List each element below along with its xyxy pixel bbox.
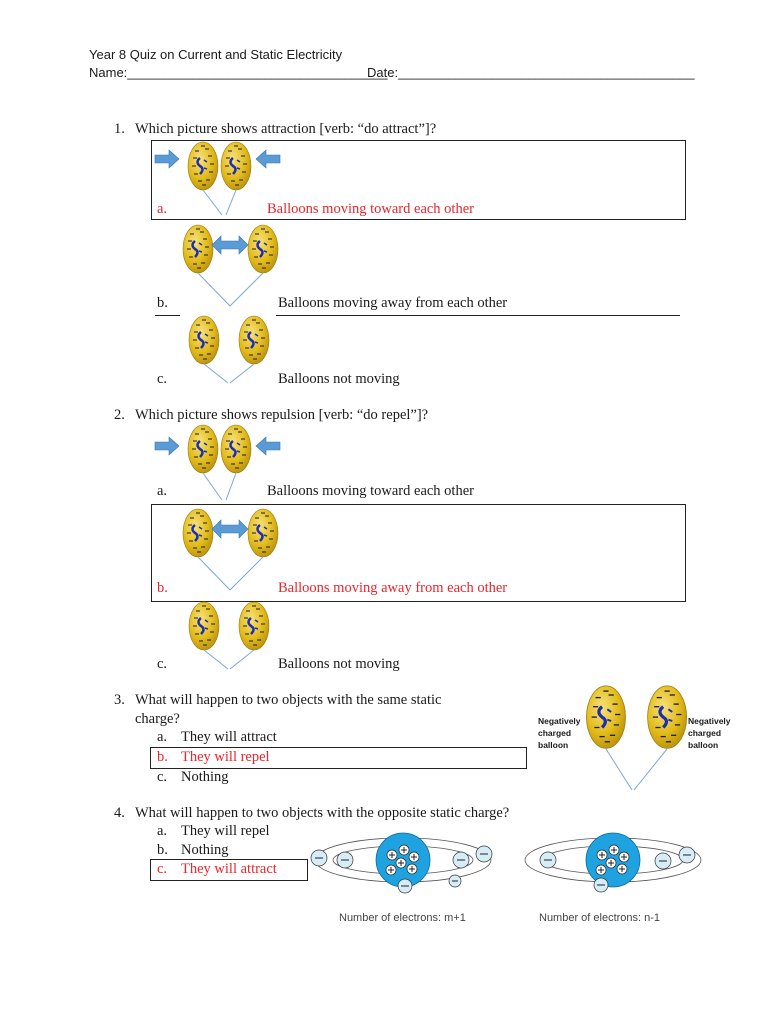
q4-option-a-text[interactable]: They will repel — [181, 823, 270, 839]
q3-option-b-letter: b. — [157, 749, 168, 765]
q1-option-a-text[interactable]: Balloons moving toward each other — [267, 201, 474, 217]
q3-number: 3. — [114, 692, 125, 708]
q2-option-a-letter: a. — [157, 483, 168, 499]
q2-option-c-letter: c. — [157, 656, 168, 672]
q1-option-b-letter: b. — [157, 295, 168, 311]
q4-caption-left: Number of electrons: m+1 — [339, 912, 466, 924]
q4-option-b-letter: b. — [157, 842, 168, 858]
q3-option-a-letter: a. — [157, 729, 168, 745]
q3-left-balloon-label: Negatively charged balloon — [538, 716, 581, 750]
q2-text: Which picture shows repulsion [verb: “do repel”]? — [135, 407, 429, 423]
q2c-balloons-image — [180, 601, 280, 671]
name-field[interactable]: Name:____________________________________ — [89, 65, 388, 80]
q4-option-a-letter: a. — [157, 823, 168, 839]
q1-text: Which picture shows attraction [verb: “do attract”]? — [135, 121, 437, 137]
q2-option-a-text[interactable]: Balloons moving toward each other — [267, 483, 474, 499]
q1-b-underline-right — [276, 315, 680, 316]
q2-option-c-text[interactable]: Balloons not moving — [278, 656, 400, 672]
q4-caption-right: Number of electrons: n-1 — [539, 912, 661, 924]
q2-option-b-letter: b. — [157, 580, 168, 596]
q3-option-c-text[interactable]: Nothing — [181, 769, 229, 785]
q3-right-balloon-label: Negatively charged balloon — [688, 716, 731, 750]
q3-option-b-text[interactable]: They will repel — [181, 749, 270, 765]
q4-number: 4. — [114, 805, 125, 821]
q3-option-c-letter: c. — [157, 769, 168, 785]
q3-text-line2: charge? — [135, 711, 180, 727]
q3-balloons-image — [580, 682, 690, 794]
q2-option-b-text[interactable]: Balloons moving away from each other — [278, 580, 508, 596]
q4-option-b-text[interactable]: Nothing — [181, 842, 229, 858]
quiz-title: Year 8 Quiz on Current and Static Electricity — [89, 47, 343, 62]
q1c-balloons-image — [180, 315, 280, 385]
q2-number: 2. — [114, 407, 125, 423]
q1-option-c-text[interactable]: Balloons not moving — [278, 371, 400, 387]
q4-atom-right-image — [518, 830, 708, 895]
q1-b-underline-left — [155, 315, 180, 316]
date-field[interactable]: Date:_________________________________________ — [367, 65, 695, 80]
q1-option-b-text[interactable]: Balloons moving away from each other — [278, 295, 508, 311]
q1-option-c-letter: c. — [157, 371, 168, 387]
q4-option-c-letter: c. — [157, 861, 168, 877]
q3-option-a-text[interactable]: They will attract — [181, 729, 277, 745]
q1-number: 1. — [114, 121, 125, 137]
q1-option-a-letter: a. — [157, 201, 168, 217]
q4-atom-left-image — [308, 830, 498, 895]
q3-text-line1: What will happen to two objects with the same static — [135, 692, 442, 708]
q4-option-c-text[interactable]: They will attract — [181, 861, 277, 877]
q4-text: What will happen to two objects with the opposite static charge? — [135, 805, 510, 821]
